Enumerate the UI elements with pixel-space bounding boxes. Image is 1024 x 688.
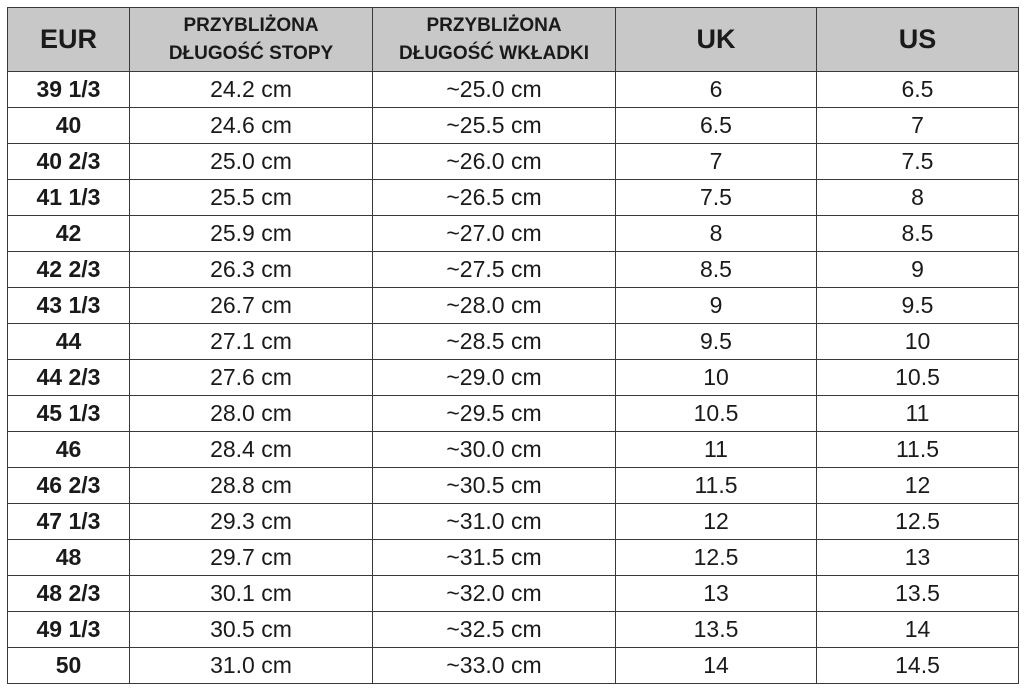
cell-insole-length: ~33.0 cm — [373, 648, 616, 684]
cell-us: 12.5 — [817, 504, 1019, 540]
cell-foot-length: 31.0 cm — [130, 648, 373, 684]
cell-uk: 11.5 — [616, 468, 817, 504]
table-row — [8, 180, 1019, 216]
cell-foot-length: 28.8 cm — [130, 468, 373, 504]
table-row — [8, 108, 1019, 144]
cell-uk: 8.5 — [616, 252, 817, 288]
cell-us: 9 — [817, 252, 1019, 288]
cell-uk: 9.5 — [616, 324, 817, 360]
table-row — [8, 540, 1019, 576]
cell-uk: 13.5 — [616, 612, 817, 648]
cell-eur: 43 1/3 — [8, 288, 130, 324]
table-row — [8, 360, 1019, 396]
cell-us: 14 — [817, 612, 1019, 648]
header-insole-length — [373, 8, 616, 72]
cell-foot-length: 25.9 cm — [130, 216, 373, 252]
cell-eur: 48 2/3 — [8, 576, 130, 612]
cell-us: 10 — [817, 324, 1019, 360]
cell-eur: 46 2/3 — [8, 468, 130, 504]
cell-eur: 44 2/3 — [8, 360, 130, 396]
cell-foot-length: 30.5 cm — [130, 612, 373, 648]
cell-us: 13 — [817, 540, 1019, 576]
size-chart-header — [8, 8, 1019, 72]
cell-eur: 45 1/3 — [8, 396, 130, 432]
cell-uk: 13 — [616, 576, 817, 612]
cell-foot-length: 28.4 cm — [130, 432, 373, 468]
table-row — [8, 576, 1019, 612]
cell-us: 12 — [817, 468, 1019, 504]
header-eur: EUR — [8, 8, 130, 72]
cell-insole-length: ~28.0 cm — [373, 288, 616, 324]
size-chart-table — [7, 7, 1019, 684]
cell-eur: 42 — [8, 216, 130, 252]
cell-eur: 46 — [8, 432, 130, 468]
cell-us: 8 — [817, 180, 1019, 216]
cell-eur: 42 2/3 — [8, 252, 130, 288]
cell-eur: 48 — [8, 540, 130, 576]
cell-uk: 11 — [616, 432, 817, 468]
header-foot-length-line2: DŁUGOŚĆ STOPY — [168, 42, 334, 64]
cell-insole-length: ~28.5 cm — [373, 324, 616, 360]
size-chart-body — [8, 72, 1019, 684]
cell-insole-length: ~25.5 cm — [373, 108, 616, 144]
cell-insole-length: ~27.0 cm — [373, 216, 616, 252]
cell-foot-length: 30.1 cm — [130, 576, 373, 612]
table-row — [8, 432, 1019, 468]
cell-foot-length: 25.5 cm — [130, 180, 373, 216]
cell-foot-length: 27.6 cm — [130, 360, 373, 396]
cell-uk: 9 — [616, 288, 817, 324]
cell-uk: 12 — [616, 504, 817, 540]
cell-uk: 7 — [616, 144, 817, 180]
table-row — [8, 288, 1019, 324]
table-row — [8, 504, 1019, 540]
cell-uk: 6 — [616, 72, 817, 108]
cell-insole-length: ~29.5 cm — [373, 396, 616, 432]
cell-foot-length: 24.2 cm — [130, 72, 373, 108]
header-uk: UK — [616, 8, 817, 72]
cell-foot-length: 29.3 cm — [130, 504, 373, 540]
cell-insole-length: ~32.0 cm — [373, 576, 616, 612]
cell-eur: 49 1/3 — [8, 612, 130, 648]
cell-us: 7.5 — [817, 144, 1019, 180]
header-insole-length-line1: PRZYBLIŻONA — [426, 14, 562, 36]
cell-us: 7 — [817, 108, 1019, 144]
cell-uk: 10.5 — [616, 396, 817, 432]
cell-eur: 47 1/3 — [8, 504, 130, 540]
cell-insole-length: ~26.5 cm — [373, 180, 616, 216]
cell-eur: 39 1/3 — [8, 72, 130, 108]
cell-insole-length: ~25.0 cm — [373, 72, 616, 108]
table-row — [8, 252, 1019, 288]
cell-uk: 7.5 — [616, 180, 817, 216]
cell-foot-length: 29.7 cm — [130, 540, 373, 576]
cell-eur: 50 — [8, 648, 130, 684]
cell-eur: 41 1/3 — [8, 180, 130, 216]
cell-foot-length: 26.7 cm — [130, 288, 373, 324]
table-row — [8, 144, 1019, 180]
cell-uk: 10 — [616, 360, 817, 396]
header-us: US — [817, 8, 1019, 72]
table-row — [8, 72, 1019, 108]
cell-uk: 14 — [616, 648, 817, 684]
cell-eur: 40 2/3 — [8, 144, 130, 180]
cell-eur: 44 — [8, 324, 130, 360]
cell-uk: 8 — [616, 216, 817, 252]
cell-us: 11.5 — [817, 432, 1019, 468]
cell-foot-length: 27.1 cm — [130, 324, 373, 360]
cell-foot-length: 24.6 cm — [130, 108, 373, 144]
cell-insole-length: ~27.5 cm — [373, 252, 616, 288]
cell-us: 6.5 — [817, 72, 1019, 108]
header-insole-length-line2: DŁUGOŚĆ WKŁADKI — [399, 42, 589, 64]
cell-uk: 12.5 — [616, 540, 817, 576]
header-row — [8, 8, 1019, 72]
cell-us: 13.5 — [817, 576, 1019, 612]
cell-eur: 40 — [8, 108, 130, 144]
cell-us: 10.5 — [817, 360, 1019, 396]
table-row — [8, 324, 1019, 360]
cell-insole-length: ~30.5 cm — [373, 468, 616, 504]
header-foot-length — [130, 8, 373, 72]
cell-insole-length: ~26.0 cm — [373, 144, 616, 180]
cell-us: 11 — [817, 396, 1019, 432]
table-row — [8, 612, 1019, 648]
cell-us: 9.5 — [817, 288, 1019, 324]
cell-insole-length: ~30.0 cm — [373, 432, 616, 468]
table-row — [8, 216, 1019, 252]
cell-insole-length: ~29.0 cm — [373, 360, 616, 396]
header-foot-length-line1: PRZYBLIŻONA — [183, 14, 319, 36]
cell-us: 14.5 — [817, 648, 1019, 684]
table-row — [8, 396, 1019, 432]
cell-foot-length: 26.3 cm — [130, 252, 373, 288]
cell-insole-length: ~32.5 cm — [373, 612, 616, 648]
cell-insole-length: ~31.0 cm — [373, 504, 616, 540]
table-row — [8, 648, 1019, 684]
cell-uk: 6.5 — [616, 108, 817, 144]
cell-foot-length: 25.0 cm — [130, 144, 373, 180]
cell-insole-length: ~31.5 cm — [373, 540, 616, 576]
cell-foot-length: 28.0 cm — [130, 396, 373, 432]
cell-us: 8.5 — [817, 216, 1019, 252]
table-row — [8, 468, 1019, 504]
